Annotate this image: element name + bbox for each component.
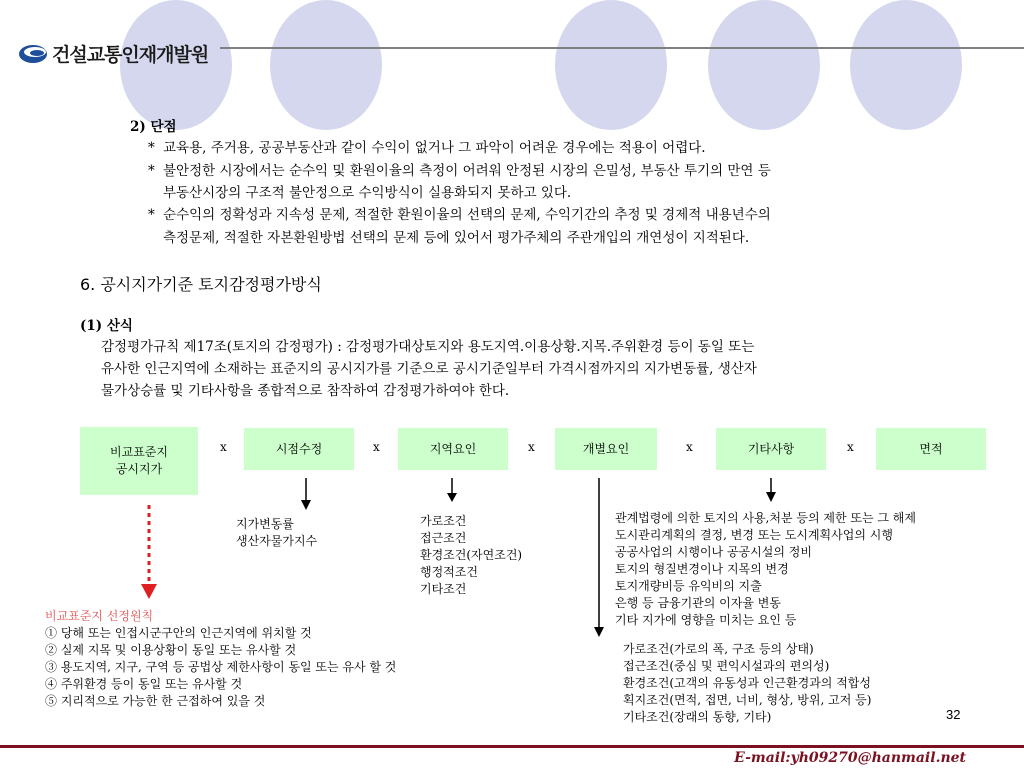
- logo-text: 건설교통인재개발원: [52, 44, 209, 66]
- disadvantage-line: 교육용, 주거용, 공공부동산과 같이 수익이 없거나 그 파악이 어려운 경우에는 적용이 어렵다.: [163, 140, 706, 156]
- formula-description: 물가상승률 및 기타사항을 종합적으로 참작하여 감정평가하여야 한다.: [101, 383, 510, 399]
- box-label: 기타사항: [747, 441, 795, 456]
- formula-description: 유사한 인근지역에 소재하는 표준지의 공시지가를 기준으로 공시기준일부터 가격시점까지의 지가변동률, 생산자: [101, 361, 757, 377]
- bullet-mark: *: [148, 163, 155, 179]
- standard-selection-title: 비교표준지 선정원칙: [45, 609, 154, 623]
- individual-factor-arrow: [594, 478, 604, 637]
- region-note: 행정적조건: [420, 565, 478, 579]
- bullet-mark: *: [148, 207, 155, 223]
- multiply-operator: x: [847, 440, 854, 454]
- disadvantage-line: 부동산시장의 구조적 불안정으로 수익방식이 실용화되지 못하고 있다.: [163, 185, 572, 201]
- standard-selection-rule: ① 당해 또는 인접시군구안의 인근지역에 위치할 것: [45, 626, 312, 640]
- other-note: 토지개량비등 유익비의 지출: [615, 579, 762, 593]
- standard-selection-rule: ③ 용도지역, 지구, 구역 등 공법상 제한사항이 동일 또는 유사 할 것: [45, 660, 397, 674]
- region-note: 가로조건: [420, 514, 467, 528]
- page-number: 32: [946, 707, 961, 722]
- formula-description: 감정평가규칙 제17조(토지의 감정평가) : 감정평가대상토지와 용도지역.이용상황.지목.주위환경 등이 동일 또는: [101, 339, 755, 355]
- other-note: 관계법령에 의한 토지의 사용,처분 등의 제한 또는 그 해제: [615, 511, 916, 525]
- formula-subtitle: (1) 산식: [80, 318, 133, 334]
- region-note: 기타조건: [420, 582, 467, 596]
- box-label: 지역요인: [429, 441, 477, 456]
- footer-divider: [0, 745, 1024, 748]
- standard-selection-arrow: [141, 505, 157, 599]
- other-matters-arrow: [766, 478, 776, 502]
- disadvantage-line: 측정문제, 적절한 자본환원방법 선택의 문제 등에 있어서 평가주체의 주관개입의 개연성이 지적된다.: [163, 230, 750, 246]
- box-label: 개별요인: [582, 441, 630, 456]
- regional-factor-arrow: [447, 478, 457, 502]
- individual-note: 획지조건(면적, 접면, 너비, 형상, 방위, 고저 등): [623, 693, 872, 707]
- box-label: 시점수정: [275, 441, 323, 456]
- box-label: 비교표준지 공시지가: [110, 445, 168, 476]
- multiply-operator: x: [220, 440, 227, 454]
- disadvantage-line: 불안정한 시장에서는 순수익 및 환원이율의 측정이 어려워 안정된 시장의 은밀성, 부동산 투기의 만연 등: [163, 163, 771, 179]
- region-note: 환경조건(자연조건): [420, 548, 523, 562]
- individual-note: 기타조건(장래의 동향, 기타): [623, 710, 772, 724]
- individual-note: 접근조건(중심 및 편익시설과의 편의성): [623, 659, 830, 673]
- standard-selection-rule: ⑤ 지리적으로 가능한 한 근접하여 있을 것: [45, 694, 266, 708]
- contact-email: E-mail:yh09270@hanmail.net: [734, 750, 966, 766]
- disadvantage-line: 순수익의 정확성과 지속성 문제, 적절한 환원이율의 선택의 문제, 수익기간의 추정 및 경제적 내용년수의: [163, 207, 771, 223]
- other-note: 기타 지가에 영향을 미치는 요인 등: [615, 613, 797, 627]
- multiply-operator: x: [373, 440, 380, 454]
- individual-note: 환경조건(고객의 유동성과 인근환경과의 적합성: [623, 676, 871, 690]
- multiply-operator: x: [528, 440, 535, 454]
- time-note: 생산자물가지수: [236, 534, 318, 548]
- individual-note: 가로조건(가로의 폭, 구조 등의 상태): [623, 642, 814, 656]
- standard-selection-rule: ② 실제 지목 및 이용상황이 동일 또는 유사할 것: [45, 643, 297, 657]
- other-note: 공공사업의 시행이나 공공시설의 정비: [615, 545, 812, 559]
- other-note: 토지의 형질변경이나 지목의 변경: [615, 562, 789, 576]
- time-note: 지가변동률: [236, 517, 294, 531]
- standard-selection-rule: ④ 주위환경 등이 동일 또는 유사할 것: [45, 677, 243, 691]
- section-title: 6. 공시지가기준 토지감정평가방식: [80, 275, 322, 294]
- bullet-mark: *: [148, 140, 155, 156]
- region-note: 접근조건: [420, 531, 467, 545]
- box-label: 면적: [919, 441, 943, 456]
- other-note: 은행 등 금융기관의 이자율 변동: [615, 596, 781, 610]
- multiply-operator: x: [686, 440, 693, 454]
- other-note: 도시관리계획의 결정, 변경 또는 도시계획사업의 시행: [615, 528, 893, 542]
- disadvantage-title: 2) 단점: [130, 119, 177, 135]
- time-adjustment-arrow: [301, 478, 311, 510]
